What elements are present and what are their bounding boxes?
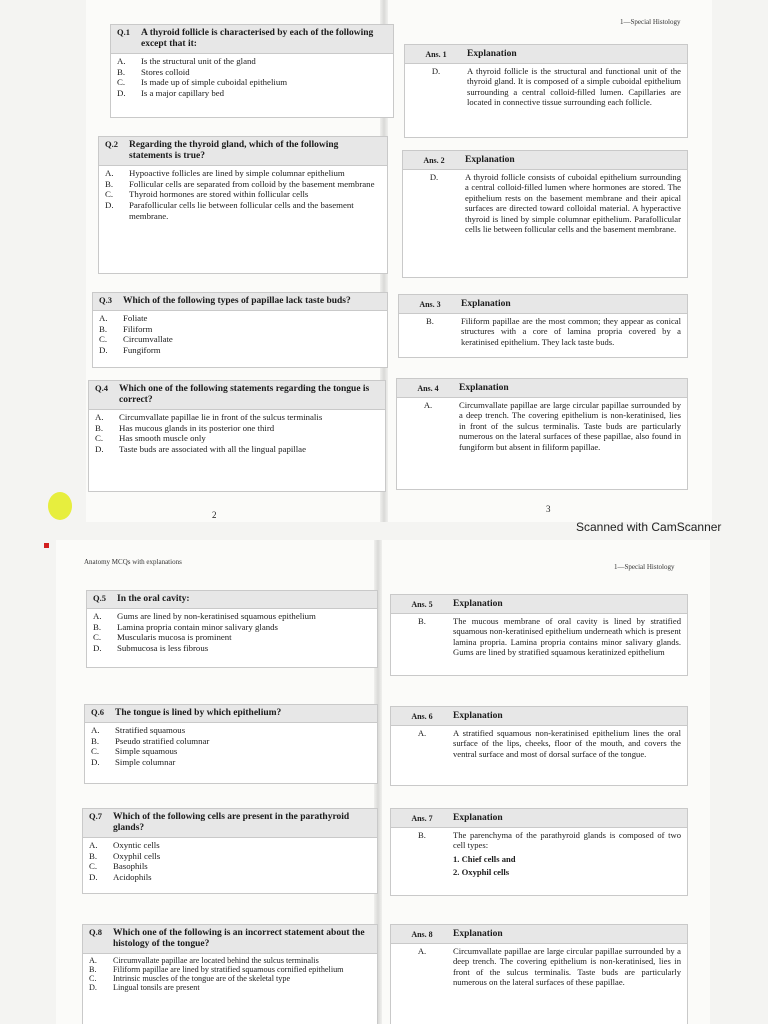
answer-box-5: [390, 594, 688, 676]
option-c: C. Is made up of simple cuboidal epithelium: [117, 77, 288, 88]
option-a: A. Circumvallate papillae lie in front of the sulcus terminalis: [95, 411, 323, 422]
option-list: [111, 54, 393, 101]
running-header-left: Anatomy MCQs with explanations: [84, 558, 182, 566]
question-box-3: [92, 292, 388, 368]
answer-box-1: [404, 44, 688, 138]
question-number: Q.1: [117, 27, 130, 37]
question-box-7: [82, 808, 378, 894]
option-c: C. Basophils: [89, 861, 148, 872]
option-c: C. Circumvallate: [99, 334, 173, 345]
option-d: D. Fungiform: [99, 345, 161, 356]
question-stem: Q.5 In the oral cavity:: [87, 591, 377, 609]
answer-header: Ans. 3 Explanation: [399, 295, 687, 314]
explanation-text: Circumvallate papillae are large circular papillae surrounded by a deep trench. The covering epithelium is non-keratinised, lies in front of the sulcus terminalis. Taste buds are particularly numerous on the lateral surfaces of these papillae, also found in fungiform but absent in filiform papillae.: [459, 400, 681, 452]
answer-letter: B.: [418, 830, 426, 840]
highlighter-mark: [48, 492, 72, 520]
explanation-text: Circumvallate papillae are large circular papillae surrounded by a deep trench. The covering epithelium is non-keratinised, lies in front of the sulcus terminalis. Taste buds are particularly numerous on the lateral surfaces of these papillae.: [453, 946, 681, 988]
answer-letter: D.: [429, 172, 439, 182]
option-a: A. Is the structural unit of the gland: [117, 55, 256, 66]
option-c: C. Intrinsic muscles of the tongue are of the skeletal type: [89, 973, 291, 983]
question-stem: [111, 25, 393, 54]
question-box-8: [82, 924, 378, 1024]
option-b: B. Oxyphil cells: [89, 850, 161, 861]
explanation-text: A thyroid follicle is the structural and functional unit of the thyroid gland. It is composed of a simple cuboidal epithelium surrounding a central colloid-filled lumen. Capillaries are located in connective tissue surrounding each follicle.: [467, 66, 681, 108]
option-d: D. Lingual tonsils are present: [89, 982, 200, 992]
option-list: [99, 166, 387, 224]
answer-letter: A.: [417, 946, 427, 956]
option-list: [85, 723, 377, 770]
option-a: A. Circumvallate papillae are located behind the sulcus terminalis: [89, 955, 319, 965]
explanation-text: The mucous membrane of oral cavity is lined by stratified squamous non-keratinised epithelium underneath which is present lamina propria. Lamina propria contains minor salivary glands. Gums are lined by stratified squamous keratinized epithelium: [453, 616, 681, 658]
question-stem: Q.7 Which of the following cells are present in the parathyroid glands?: [83, 809, 377, 838]
question-box-6: [84, 704, 378, 784]
answer-header: Ans. 4 Explanation: [397, 379, 687, 398]
page-number-left: 2: [212, 510, 217, 520]
option-a: A. Foliate: [99, 312, 148, 323]
question-stem: Q.3 Which of the following types of papillae lack taste buds?: [93, 293, 387, 311]
option-b: B. Has mucous glands in its posterior one third: [95, 422, 275, 433]
answer-header: Ans. 5 Explanation: [391, 595, 687, 614]
answer-letter: B.: [426, 316, 434, 326]
running-header-right: 1—Special Histology: [614, 563, 675, 571]
option-d: D. Taste buds are associated with all the lingual papillae: [95, 444, 306, 454]
option-a: A. Oxyntic cells: [89, 839, 160, 850]
answer-box-6: [390, 706, 688, 786]
option-a: A. Gums are lined by non-keratinised squamous epithelium: [93, 610, 316, 621]
question-box-4: [88, 380, 386, 492]
option-c: C. Thyroid hormones are stored within follicular cells: [105, 189, 309, 200]
scanner-watermark: Scanned with CamScanner: [576, 520, 722, 534]
option-list: [87, 609, 377, 656]
question-box-1: [110, 24, 394, 118]
option-d: D. Simple columnar: [91, 757, 176, 768]
answer-box-3: [398, 294, 688, 358]
answer-box-8: [390, 924, 688, 1024]
explanation-text: Filiform papillae are the most common; they appear as conical structures with a core of lamina propria covered by a keratinised epithelium. They lack taste buds.: [461, 316, 681, 347]
answer-header: Ans. 1 Explanation: [405, 45, 687, 64]
option-b: B. Lamina propria contain minor salivary glands: [93, 621, 278, 632]
option-d: D. Submucosa is less fibrous: [93, 643, 209, 654]
option-d: D. Acidophils: [89, 872, 152, 882]
option-b: B. Pseudo stratified columnar: [91, 735, 210, 746]
answer-header: Ans. 8 Explanation: [391, 925, 687, 944]
option-c: C. Has smooth muscle only: [95, 433, 206, 444]
page-number-right: 3: [546, 504, 551, 514]
answer-letter: D.: [431, 66, 441, 76]
answer-letter: A.: [417, 728, 427, 738]
option-d: D. Parafollicular cells lie between follicular cells and the basement membrane.: [105, 200, 354, 221]
answer-box-4: [396, 378, 688, 490]
answer-box-2: [402, 150, 688, 278]
answer-letter: A.: [423, 400, 433, 410]
option-list: [89, 410, 385, 457]
question-stem: Q.6 The tongue is lined by which epithelium?: [85, 705, 377, 723]
question-stem: Q.2 Regarding the thyroid gland, which of the following statements is true?: [99, 137, 387, 166]
option-a: A. Stratified squamous: [91, 724, 186, 735]
explanation-text: A thyroid follicle consists of cuboidal epithelium surrounding a central colloid-filled lumen where hormones are stored. The epithelium rests on the basement membrane and their apical surfaces are directed toward colloidal material. A hyperactive thyroid is lined by simple columnar epithelium. Parafollicular cells lie between follicular cells and the basement membrane.: [465, 172, 681, 235]
answer-header: Ans. 6 Explanation: [391, 707, 687, 726]
question-box-5: [86, 590, 378, 668]
option-b: B. Filiform: [99, 323, 153, 334]
option-list: [83, 954, 377, 994]
option-c: C. Simple squamous: [91, 746, 178, 757]
option-b: B. Filiform papillae are lined by stratified squamous cornified epithelium: [89, 964, 344, 974]
answer-box-7: [390, 808, 688, 896]
question-stem: Q.4 Which one of the following statements regarding the tongue is correct?: [89, 381, 385, 410]
answer-header: Ans. 2 Explanation: [403, 151, 687, 170]
option-b: B. Follicular cells are separated from colloid by the basement membrane: [105, 178, 375, 189]
option-c: C. Muscularis mucosa is prominent: [93, 632, 232, 643]
answer-header: Ans. 7 Explanation: [391, 809, 687, 828]
option-list: [83, 838, 377, 885]
running-header: 1—Special Histology: [620, 18, 681, 26]
page-corner-mark: [44, 543, 49, 548]
question-stem: Q.8 Which one of the following is an incorrect statement about the histology of the tongue?: [83, 925, 377, 954]
explanation-text: A stratified squamous non-keratinised epithelium lines the oral surface of the lips, cheeks, floor of the mouth, and covers the ventral surface and most of dorsal surface of the tongue.: [453, 728, 681, 759]
answer-letter: B.: [418, 616, 426, 626]
list-item: 1. Chief cells and: [453, 853, 516, 864]
question-text: A thyroid follicle is characterised by each of the following except that it:: [141, 28, 374, 49]
explanation-text: The parenchyma of the parathyroid glands is composed of two cell types: 1. Chief cells and 2. Oxyphil cells: [453, 830, 681, 878]
option-list: [93, 311, 387, 358]
option-d: D. Is a major capillary bed: [117, 88, 225, 98]
option-b: B. Stores colloid: [117, 66, 190, 77]
option-a: A. Hypoactive follicles are lined by simple columnar epithelium: [105, 167, 345, 178]
question-box-2: [98, 136, 388, 274]
list-item: 2. Oxyphil cells: [453, 867, 510, 878]
